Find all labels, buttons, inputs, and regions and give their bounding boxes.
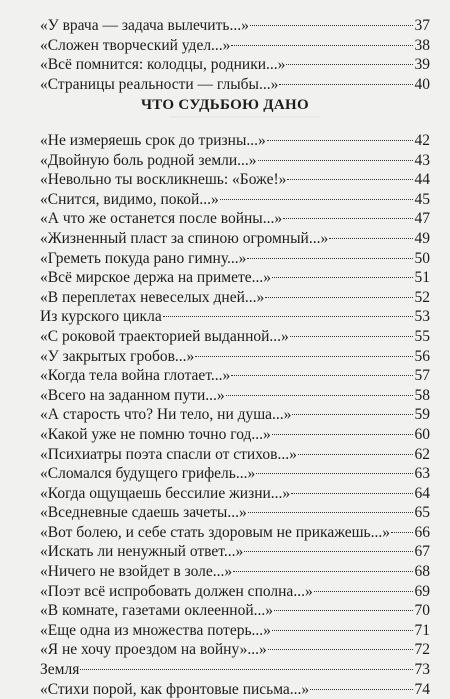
toc-entry-title: «Снится, видимо, покой...» xyxy=(40,190,219,208)
toc-entry xyxy=(40,209,430,229)
toc-entry xyxy=(40,36,430,56)
toc-entry-title: «Какой уже не помню точно год...» xyxy=(40,425,271,443)
toc-entry-page-number: 58 xyxy=(414,386,430,404)
toc-entry-title: «Невольно ты воскликнешь: «Боже!» xyxy=(40,171,287,189)
toc-entry-title: «Поэт всё испробовать должен сполна...» xyxy=(40,582,313,600)
dot-leader xyxy=(290,335,413,337)
toc-entry xyxy=(40,131,430,151)
toc-list-section xyxy=(40,131,430,699)
toc-entry-title: «Двойную боль родной земли...» xyxy=(40,151,257,169)
toc-entry-page-number: 38 xyxy=(414,36,430,54)
dot-leader xyxy=(391,531,413,533)
show-through-mark xyxy=(170,116,320,118)
toc-entry xyxy=(40,484,430,504)
toc-entry-title: «Жизненный пласт за спиною огромный...» xyxy=(40,229,329,247)
toc-entry xyxy=(40,425,430,445)
toc-entry-page-number: 67 xyxy=(414,543,430,561)
toc-entry-title: «А что же останется после войны...» xyxy=(40,210,283,228)
toc-entry-title: «Страницы реальности — глыбы...» xyxy=(40,75,279,93)
dot-leader xyxy=(287,178,413,180)
toc-entry-title: «Стихи порой, как фронтовые письма...» xyxy=(40,680,310,698)
toc-entry-page-number: 73 xyxy=(414,661,430,679)
toc-entry-page-number: 68 xyxy=(414,563,430,581)
dot-leader xyxy=(272,276,413,278)
toc-entry xyxy=(40,445,430,465)
toc-entry xyxy=(40,542,430,562)
toc-entry-page-number: 59 xyxy=(414,406,430,424)
toc-entry-page-number: 63 xyxy=(414,465,430,483)
section-heading: ЧТО СУДЬБОЮ ДАНО xyxy=(140,97,309,113)
toc-entry xyxy=(40,55,430,75)
toc-entry-page-number: 39 xyxy=(414,56,430,74)
dot-leader xyxy=(272,629,413,631)
toc-entry-page-number: 37 xyxy=(414,17,430,34)
toc-entry-title: «Я не хочу проездом на войну»...» xyxy=(40,641,267,659)
toc-entry-title: «В переплетах невеселых дней...» xyxy=(40,288,265,306)
toc-entry-page-number: 53 xyxy=(414,308,430,326)
dot-leader xyxy=(226,394,413,396)
toc-entry-page-number: 56 xyxy=(414,347,430,365)
dot-leader xyxy=(267,139,413,141)
dot-leader xyxy=(268,648,413,650)
toc-entry xyxy=(40,503,430,523)
toc-entry xyxy=(40,170,430,190)
toc-entry-title: Земля xyxy=(40,661,80,679)
toc-entry-page-number: 44 xyxy=(414,171,430,189)
toc-entry xyxy=(40,680,430,699)
toc-entry xyxy=(40,601,430,621)
toc-entry-title: «Всё помнится: колодцы, родники...» xyxy=(40,56,286,74)
toc-entry-page-number: 45 xyxy=(414,190,430,208)
toc-entry-title: «А старость что? Ни тело, ни душа...» xyxy=(40,406,292,424)
toc-entry-title: «С роковой траекторией выданной...» xyxy=(40,327,289,345)
toc-entry-page-number: 55 xyxy=(414,327,430,345)
dot-leader xyxy=(329,237,413,239)
toc-entry-title: «Когда ощущаешь бессилие жизни...» xyxy=(40,484,291,502)
toc-entry-page-number: 74 xyxy=(414,680,430,698)
toc-entry xyxy=(40,307,430,327)
toc-entry-page-number: 71 xyxy=(414,621,430,639)
toc-entry-page-number: 50 xyxy=(414,249,430,267)
dot-leader xyxy=(279,83,413,85)
dot-leader xyxy=(244,550,413,552)
toc-entry-title: «У врача — задача вылечить...» xyxy=(40,17,249,34)
toc-entry xyxy=(40,582,430,602)
toc-entry-title: «Психиатры поэта спасли от стихов...» xyxy=(40,445,297,463)
toc-entry-page-number: 43 xyxy=(414,151,430,169)
dot-leader xyxy=(163,315,413,317)
toc-entry-page-number: 69 xyxy=(414,582,430,600)
dot-leader xyxy=(258,159,413,161)
dot-leader xyxy=(310,688,413,690)
dot-leader xyxy=(220,198,413,200)
toc-entry-page-number: 70 xyxy=(414,602,430,620)
dot-leader xyxy=(250,24,413,26)
dot-leader xyxy=(248,511,413,513)
toc-entry-title: «Когда тела война глотает...» xyxy=(40,367,231,385)
toc-entry-page-number: 64 xyxy=(414,484,430,502)
toc-entry-page-number: 62 xyxy=(414,445,430,463)
dot-leader xyxy=(298,453,413,455)
toc-entry xyxy=(40,190,430,210)
toc-entry xyxy=(40,562,430,582)
toc-entry-title: «Искать ли ненужный ответ...» xyxy=(40,543,244,561)
dot-leader xyxy=(314,590,413,592)
dot-leader xyxy=(80,668,413,670)
dot-leader xyxy=(283,217,413,219)
toc-entry-title: «Всего на заданном пути...» xyxy=(40,386,225,404)
toc-entry-title: «Вот болею, и себе стать здоровым не прикажешь...» xyxy=(40,523,390,541)
toc-entry-page-number: 49 xyxy=(414,229,430,247)
toc-entry-page-number: 72 xyxy=(414,641,430,659)
dot-leader xyxy=(291,492,413,494)
toc-entry-title: «Сломался будущего грифель...» xyxy=(40,465,256,483)
dot-leader xyxy=(233,570,413,572)
toc-entry xyxy=(40,288,430,308)
toc-entry xyxy=(40,327,430,347)
toc-entry-page-number: 47 xyxy=(414,210,430,228)
dot-leader xyxy=(292,413,413,415)
dot-leader xyxy=(247,257,413,259)
dot-leader xyxy=(195,355,413,357)
dot-leader xyxy=(256,472,413,474)
dot-leader xyxy=(231,44,413,46)
toc-entry xyxy=(40,405,430,425)
toc-entry xyxy=(40,386,430,406)
toc-entry xyxy=(40,464,430,484)
toc-entry xyxy=(40,523,430,543)
toc-entry-title: «У закрытых гробов...» xyxy=(40,347,195,365)
toc-entry-page-number: 40 xyxy=(414,75,430,93)
toc-entry xyxy=(40,621,430,641)
toc-entry-title: Из курского цикла xyxy=(40,308,162,326)
toc-entry-title: «Греметь покуда рано гимну...» xyxy=(40,249,247,267)
toc-entry-page-number: 57 xyxy=(414,367,430,385)
toc-entry-title: «Сложен творческий удел...» xyxy=(40,36,231,54)
toc-entry xyxy=(40,249,430,269)
toc-entry xyxy=(40,640,430,660)
toc-entry xyxy=(40,660,430,680)
toc-entry xyxy=(40,347,430,367)
toc-entry-title: «Ничего не взойдет в золе...» xyxy=(40,563,233,581)
toc-entry-page-number: 60 xyxy=(414,425,430,443)
toc-entry xyxy=(40,366,430,386)
toc-entry xyxy=(40,229,430,249)
toc-entry-page-number: 51 xyxy=(414,269,430,287)
dot-leader xyxy=(272,433,413,435)
toc-list-top xyxy=(40,16,430,94)
dot-leader xyxy=(286,63,413,65)
toc-entry-page-number: 65 xyxy=(414,504,430,522)
dot-leader xyxy=(265,296,413,298)
toc-entry-page-number: 42 xyxy=(414,132,430,149)
toc-entry xyxy=(40,151,430,171)
dot-leader xyxy=(231,374,413,376)
toc-entry-title: «Не измеряешь срок до тризны...» xyxy=(40,132,266,149)
toc-entry-title: «Еще одна из множества потерь...» xyxy=(40,621,271,639)
toc-entry-title: «Всё мирское держа на примете...» xyxy=(40,269,271,287)
dot-leader xyxy=(274,609,413,611)
toc-entry xyxy=(40,16,430,36)
toc-entry-page-number: 52 xyxy=(414,288,430,306)
toc-entry-page-number: 66 xyxy=(414,523,430,541)
toc-entry xyxy=(40,75,430,95)
toc-entry xyxy=(40,268,430,288)
toc-entry-title: «Вседневные сдаешь зачеты...» xyxy=(40,504,247,522)
toc-entry-title: «В комнате, газетами оклеенной...» xyxy=(40,602,273,620)
